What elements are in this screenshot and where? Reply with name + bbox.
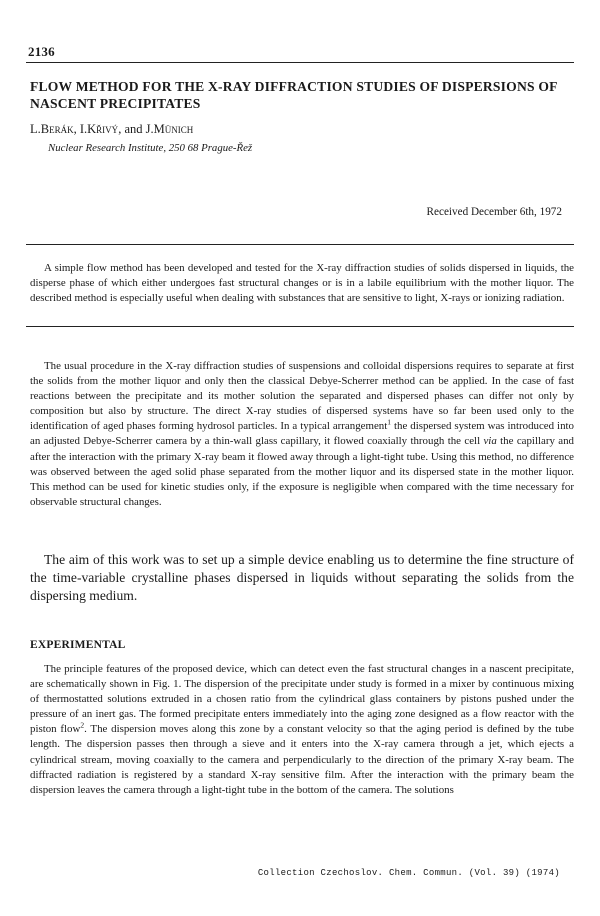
author-2: I.Křivý [79,122,119,136]
reference-1: 1 [387,417,392,427]
header-rule [26,62,574,63]
abstract: A simple flow method has been developed and tested for the X-ray diffraction studies of solids dispersed in liquids, the disperse phase of which either undergoes fast structural changes or is in a labile equilibrium with the mother liquor. The described method is especially useful when dealing with substances that are sensitive to light, X-rays or ionizing radiation. [30,262,574,305]
author-3: J.Münich [145,122,194,136]
reference-2: 2 [80,720,85,730]
abstract-top-rule [26,244,574,245]
section-heading: EXPERIMENTAL [30,639,126,651]
experimental-paragraph: The principle features of the proposed device, which can detect even the fast structural changes in a nascent precipitate, are schematically shown in Fig. 1. The dispersion of the precipitate under study is formed in a mixer by continuous mixing of thermostatted solutions extruded in a chosen ratio from the cylindrical glass containers by pistons pushed under the pressure of an inert gas. The formed precipitate enters immediately into the aging zone designed as a flow reactor with the piston flow$^2$. The dispersion moves along this zone by a constant velocity so that the aging period is defined by the tube length. The dispersion passes then through a sieve and it enters into the X-ray camera through a jet, which ejects a cylindrical stream, moving coaxially to the camera and perpendicularly to the direction of the primary X-ray beam. The diffracted radiation is registered by a standard X-ray sensitive film. After the interaction with the primary beam the dispersion leaves the camera through a light-tight tube in the bottom of the camera. The solutions [30,663,575,796]
author-1: L.Berák [30,122,74,136]
intro-paragraph: The usual procedure in the X-ray diffraction studies of suspensions and colloidal dispersions requires to separate at first the solids from the mother liquor and only then the classical Debye-Scherrer method can be applied. In the case of fast reactions between the precipitate and its mother solution the separated and dispersed phases can differ not only by composition but also by structure. The direct X-ray studies of dispersed systems have so far been used only to the identification of aged phases forming hydrosol particles. In a typical arrangement$^1$ the dispersed system was introduced into an adjusted Debye-Scherrer camera by a thin-wall glass capillary, it flowed coaxially through the cell via the capillary and after the interaction with the primary X-ray beam it flowed away through a light-tight tube. Using this method, no difference was observed between the aged solid phase separated from the mother liquor and its dispersed state in the mother liquor. This method can be used for kinetic studies only, if the exposure is negligible when compared with the time necessary for observable structural changes. [30,360,575,508]
abstract-bottom-rule [26,326,574,327]
author-line: L.Berák, I.Křivý, and J.Münich [30,122,194,136]
journal-footer: Collection Czechoslov. Chem. Commun. (Vol. 39) (1974) [257,868,560,878]
article-title: FLOW METHOD FOR THE X-RAY DIFFRACTION STUDIES OF DISPERSIONS OF NASCENT PRECIPITATES [30,79,558,111]
aim-paragraph: The aim of this work was to set up a simple device enabling us to determine the fine structure of the time-variable crystalline phases dispersed in liquids without separating the solids from the dispersing medium. [30,552,574,603]
received-date: Received December 6th, 1972 [426,206,562,218]
author-conjunction: and [124,122,143,136]
institution: Nuclear Research Institute, 250 68 Prague-Řež [48,142,253,154]
page-number: 2136 [28,44,55,59]
